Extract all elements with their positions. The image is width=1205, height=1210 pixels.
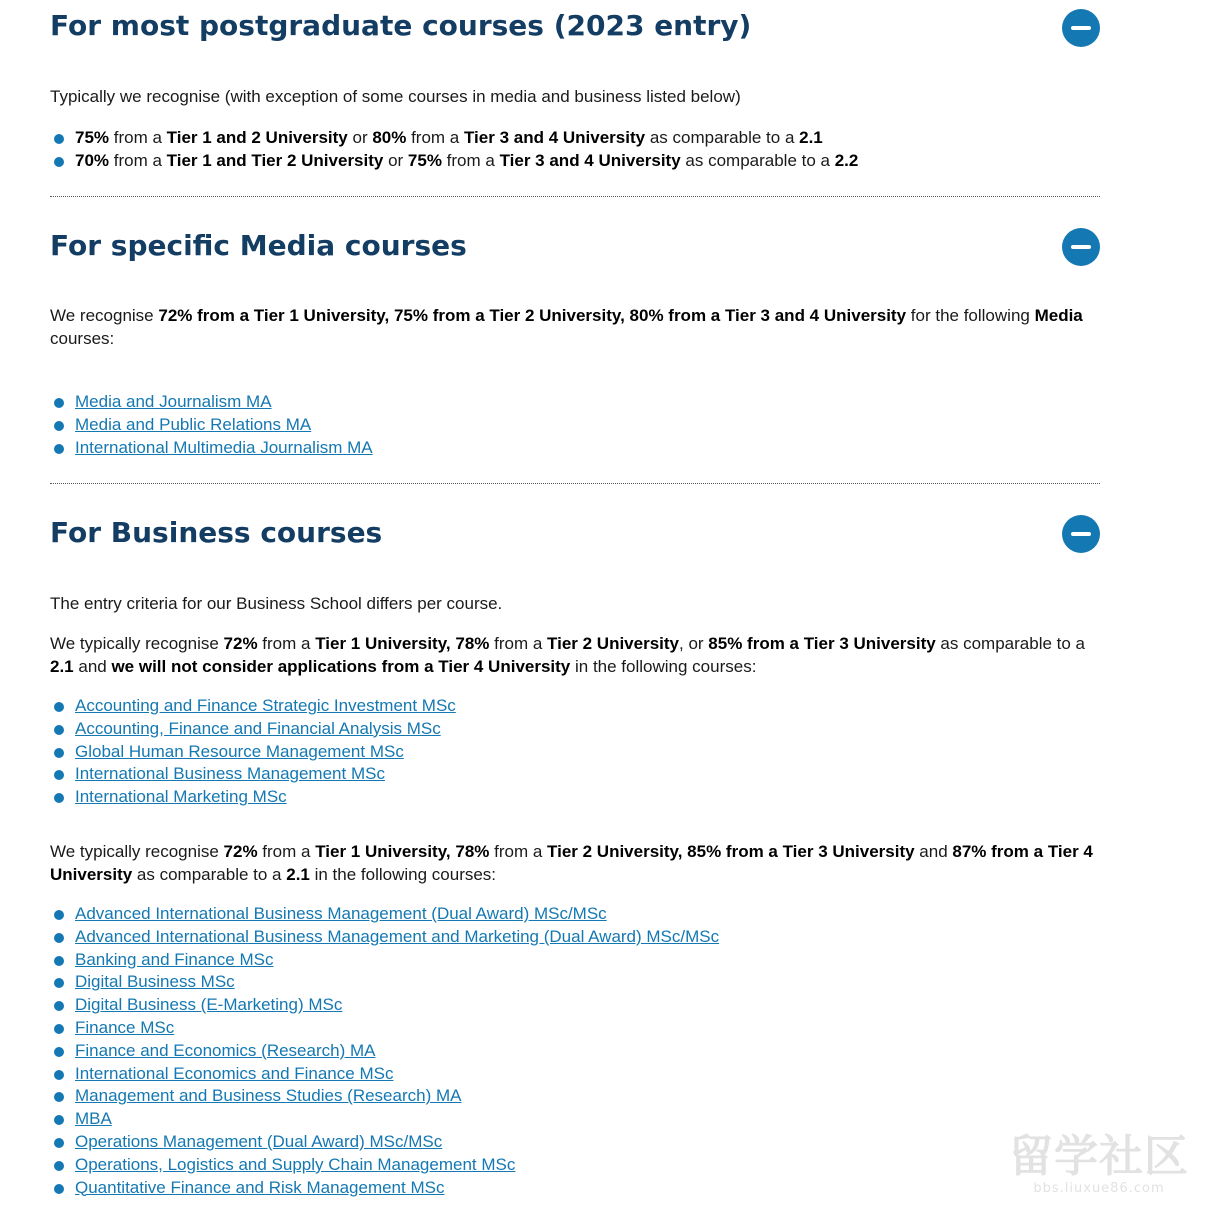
bullet-icon <box>54 910 64 920</box>
list-item <box>50 1040 719 1063</box>
text-span: or <box>347 128 373 147</box>
list-item <box>50 1017 719 1040</box>
text-span: from a <box>109 128 167 147</box>
emphasis-text: 2.1 <box>50 657 74 676</box>
text-span: in the following courses: <box>309 865 497 884</box>
course-link[interactable]: Operations, Logistics and Supply Chain Management MSc <box>75 1154 516 1174</box>
course-link[interactable]: Global Human Resource Management MSc <box>75 741 404 761</box>
list-item <box>50 949 719 972</box>
emphasis-text: Tier 3 and 4 University <box>463 128 646 147</box>
emphasis-text: 72% <box>223 842 258 861</box>
text-span: from a <box>109 150 167 170</box>
list-item <box>50 1154 719 1177</box>
emphasis-text: 70% <box>75 150 110 170</box>
emphasis-text: Tier 1 University, 78% <box>315 842 490 861</box>
text-span: We typically recognise <box>50 842 224 861</box>
watermark-url: bbs.liuxue86.com <box>1033 1181 1165 1196</box>
list-item <box>50 971 719 994</box>
bullet-icon <box>54 444 64 454</box>
text-span: as comparable to a <box>645 128 800 147</box>
course-link[interactable]: Accounting and Finance Strategic Investment MSc <box>75 696 456 715</box>
minus-icon <box>1071 532 1091 536</box>
list-item <box>50 994 719 1017</box>
course-link[interactable]: International Economics and Finance MSc <box>75 1063 394 1083</box>
course-link[interactable]: International Marketing MSc <box>75 787 287 807</box>
emphasis-text: 2.1 <box>286 865 310 884</box>
bullet-icon <box>54 978 64 988</box>
text-span: from a <box>257 634 316 653</box>
course-link[interactable]: Banking and Finance MSc <box>75 949 274 969</box>
list-item <box>50 763 456 786</box>
list-item <box>50 391 373 414</box>
watermark-text: 留学社区 <box>1009 1131 1189 1182</box>
bullet-icon <box>54 956 64 966</box>
emphasis-text: Tier 1 University, 78% <box>315 634 490 653</box>
bullet-icon <box>54 1161 64 1171</box>
text-span: and <box>914 842 953 861</box>
course-link[interactable]: Media and Journalism MA <box>75 392 272 411</box>
media-course-list <box>50 391 373 459</box>
course-link[interactable]: Finance MSc <box>75 1017 175 1037</box>
bullet-icon <box>54 1138 64 1148</box>
text-span: courses: <box>50 329 115 348</box>
text-span: as comparable to a <box>935 634 1086 653</box>
bullet-icon <box>54 1047 64 1057</box>
business-course-list-all-tiers <box>50 903 719 1199</box>
emphasis-text: 2.1 <box>799 128 823 147</box>
text-span: from a <box>489 634 548 653</box>
collapse-toggle-button[interactable] <box>1062 515 1100 553</box>
text-span: We typically recognise <box>50 634 224 653</box>
section-postgraduate <box>50 0 1100 196</box>
section-paragraph <box>50 632 1100 678</box>
course-link[interactable]: Advanced International Business Management (Dual Award) MSc/MSc <box>75 904 607 923</box>
bullet-icon <box>54 1001 64 1011</box>
course-link[interactable]: Quantitative Finance and Risk Management MSc <box>75 1177 445 1197</box>
bullet-icon <box>54 1024 64 1034</box>
emphasis-text: Tier 3 and 4 University <box>499 150 681 170</box>
text-span: as comparable to a <box>680 150 835 170</box>
course-link[interactable]: Digital Business (E-Marketing) MSc <box>75 995 343 1015</box>
text-span: in the following courses: <box>570 657 757 676</box>
list-item <box>50 1131 719 1154</box>
emphasis-text: 72% <box>223 634 258 653</box>
emphasis-text: Tier 1 and Tier 2 University <box>166 150 384 170</box>
list-item <box>50 1085 719 1108</box>
bullet-icon <box>54 1184 64 1194</box>
watermark-logo <box>1009 1131 1189 1196</box>
bullet-icon <box>54 421 64 431</box>
emphasis-text: 87% from a Tier 4 University <box>50 842 1093 884</box>
text-span: We recognise <box>50 306 159 325</box>
course-link[interactable]: Accounting, Finance and Financial Analysis MSc <box>75 718 441 738</box>
text-span: as comparable to a <box>132 865 287 884</box>
text-span: and <box>73 657 112 676</box>
minus-icon <box>1071 245 1091 249</box>
course-link[interactable]: Media and Public Relations MA <box>75 414 312 434</box>
text-span: , or <box>679 634 709 653</box>
emphasis-text: Tier 1 and 2 University <box>166 128 348 147</box>
text-span: from a <box>257 842 316 861</box>
course-link[interactable]: MBA <box>75 1109 112 1129</box>
course-link[interactable]: Advanced International Business Management and Marketing (Dual Award) MSc/MSc <box>75 926 720 946</box>
collapse-toggle-button[interactable] <box>1062 9 1100 47</box>
bullet-icon <box>54 793 64 803</box>
list-item <box>50 718 456 741</box>
emphasis-text: 75% <box>75 128 110 147</box>
section-media <box>50 197 1100 483</box>
business-course-list-tier123 <box>50 695 456 809</box>
list-item <box>50 1108 719 1131</box>
list-item <box>50 127 1100 150</box>
text-span: from a <box>489 842 548 861</box>
bullet-icon <box>54 398 64 408</box>
emphasis-text: Tier 2 University, 85% from a Tier 3 University <box>547 842 915 861</box>
section-title: For most postgraduate courses (2023 entry) <box>50 9 752 42</box>
main-content <box>50 0 1100 1204</box>
text-span: from a <box>441 150 500 170</box>
section-intro: Typically we recognise (with exception of some courses in media and business listed below) <box>50 87 741 106</box>
bullet-icon <box>54 1070 64 1080</box>
list-item <box>50 1177 719 1200</box>
course-link[interactable]: Finance and Economics (Research) MA <box>75 1040 376 1060</box>
bullet-icon <box>54 770 64 780</box>
list-item <box>50 414 373 437</box>
section-title: For specific Media courses <box>50 229 467 262</box>
course-link[interactable]: Operations Management (Dual Award) MSc/MSc <box>75 1131 443 1151</box>
text-span: or <box>383 150 408 170</box>
course-link[interactable]: International Business Management MSc <box>75 764 385 784</box>
bullet-icon <box>54 748 64 758</box>
bullet-icon <box>54 1115 64 1125</box>
requirements-list <box>50 127 1100 173</box>
emphasis-text: Media <box>1034 306 1083 325</box>
section-business <box>50 484 1100 1204</box>
text-span: for the following <box>906 306 1035 325</box>
text-span: from a <box>406 128 464 147</box>
minus-icon <box>1071 26 1091 30</box>
emphasis-text: 75% <box>407 150 442 170</box>
section-intro: The entry criteria for our Business School differs per course. <box>50 594 503 613</box>
collapse-toggle-button[interactable] <box>1062 228 1100 266</box>
course-link[interactable]: International Multimedia Journalism MA <box>75 437 373 457</box>
bullet-icon <box>54 933 64 943</box>
section-title: For Business courses <box>50 516 383 549</box>
course-link[interactable]: Digital Business MSc <box>75 972 235 992</box>
emphasis-text: 2.2 <box>834 150 859 170</box>
list-item <box>50 695 456 718</box>
emphasis-text: we will not consider applications from a Tier 4 University <box>111 657 571 676</box>
list-item <box>50 150 1100 173</box>
emphasis-text: 80% <box>372 128 407 147</box>
emphasis-text: 85% from a Tier 3 University <box>708 634 936 653</box>
bullet-icon <box>54 702 64 712</box>
list-item <box>50 437 373 460</box>
list-item <box>50 926 719 949</box>
list-item <box>50 1063 719 1086</box>
section-paragraph <box>50 840 1100 886</box>
list-item <box>50 786 456 809</box>
course-link[interactable]: Management and Business Studies (Research) MA <box>75 1086 462 1106</box>
emphasis-text: 72% from a Tier 1 University, 75% from a Tier 2 University, 80% from a Tier 3 and 4 University <box>158 306 907 325</box>
bullet-icon <box>54 1092 64 1102</box>
list-item <box>50 741 456 764</box>
list-item <box>50 903 719 926</box>
bullet-icon <box>54 725 64 735</box>
section-paragraph <box>50 304 1100 350</box>
bullet-icon <box>54 134 64 144</box>
bullet-icon <box>54 157 64 167</box>
emphasis-text: Tier 2 University <box>547 634 679 653</box>
